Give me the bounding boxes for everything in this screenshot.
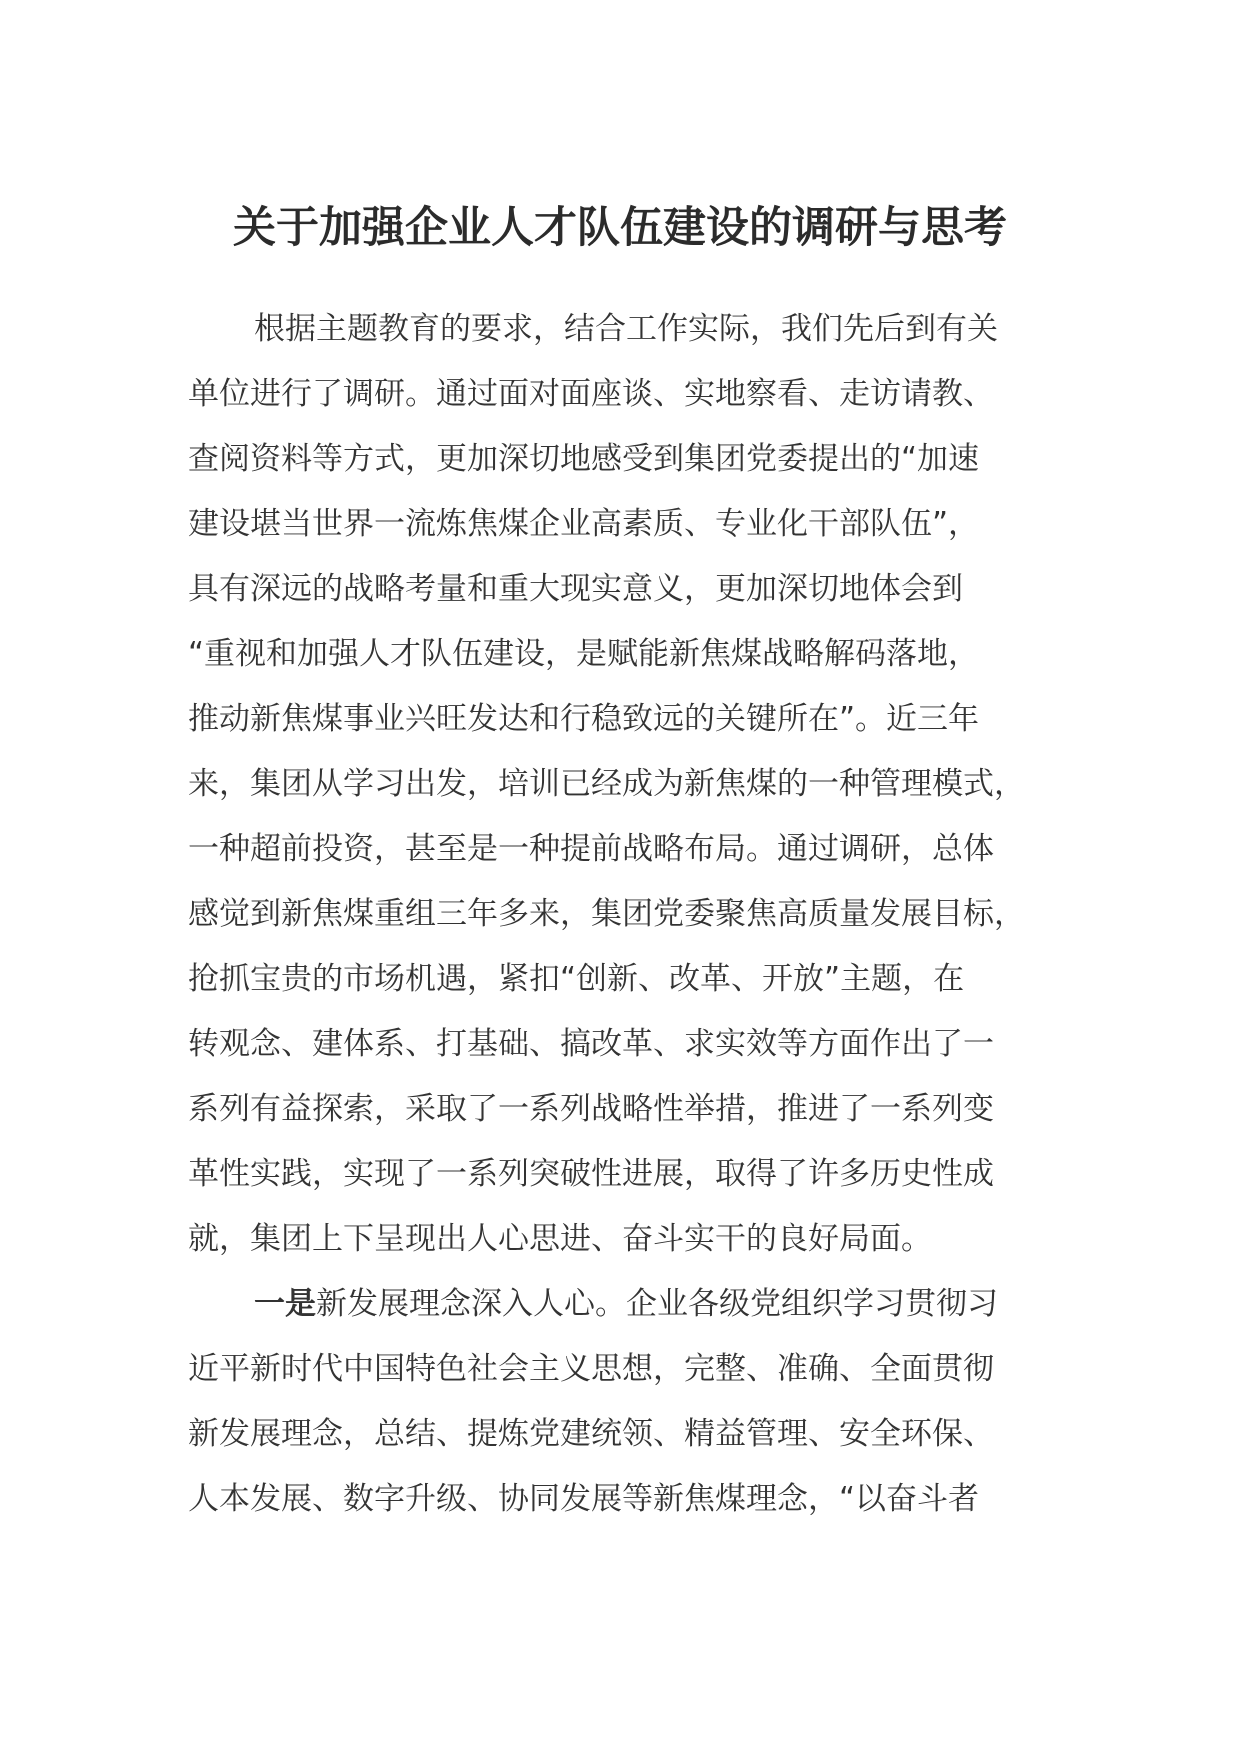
point-text: 新发展理念深入人心。企业各级党组织学习贯彻习: [316, 1286, 998, 1322]
paragraph-line: 近平新时代中国特色社会主义思想，完整、准确、全面贯彻: [188, 1351, 994, 1387]
paragraph-line: 抢抓宝贵的市场机遇，紧扣“创新、改革、开放”主题，在: [188, 961, 965, 997]
paragraph-line: 来，集团从学习出发，培训已经成为新焦煤的一种管理模式，: [188, 766, 1025, 802]
point-lead: 一是: [254, 1286, 316, 1322]
paragraph-line: 转观念、建体系、打基础、搞改革、求实效等方面作出了一: [188, 1026, 994, 1062]
document-title: 关于加强企业人才队伍建设的调研与思考: [233, 203, 1007, 253]
paragraph-line: 感觉到新焦煤重组三年多来，集团党委聚焦高质量发展目标，: [188, 896, 1025, 932]
paragraph-line: 单位进行了调研。通过面对面座谈、实地察看、走访请教、: [188, 376, 994, 412]
paragraph-line: 革性实践，实现了一系列突破性进展，取得了许多历史性成: [188, 1156, 994, 1192]
paragraph-line: “重视和加强人才队伍建设，是赋能新焦煤战略解码落地，: [188, 636, 980, 672]
paragraph-line: 具有深远的战略考量和重大现实意义，更加深切地体会到: [188, 571, 963, 607]
paragraph-line: 就，集团上下呈现出人心思进、奋斗实干的良好局面。: [188, 1221, 932, 1257]
paragraph-line: 系列有益探索，采取了一系列战略性举措，推进了一系列变: [188, 1091, 994, 1127]
paragraph-line: 根据主题教育的要求，结合工作实际，我们先后到有关: [254, 311, 998, 347]
paragraph-line: 建设堪当世界一流炼焦煤企业高素质、专业化干部队伍”，: [188, 506, 980, 542]
paragraph-line: 新发展理念，总结、提炼党建统领、精益管理、安全环保、: [188, 1416, 994, 1452]
paragraph-line: 查阅资料等方式，更加深切地感受到集团党委提出的“加速: [188, 441, 980, 477]
paragraph-line: 人本发展、数字升级、协同发展等新焦煤理念，“以奋斗者: [188, 1481, 980, 1517]
document-body: [188, 297, 1068, 1532]
paragraph-line: [188, 1272, 1068, 1337]
paragraph-line: 推动新焦煤事业兴旺发达和行稳致远的关键所在”。近三年: [188, 701, 980, 737]
paragraph-line: 一种超前投资，甚至是一种提前战略布局。通过调研，总体: [188, 831, 994, 867]
